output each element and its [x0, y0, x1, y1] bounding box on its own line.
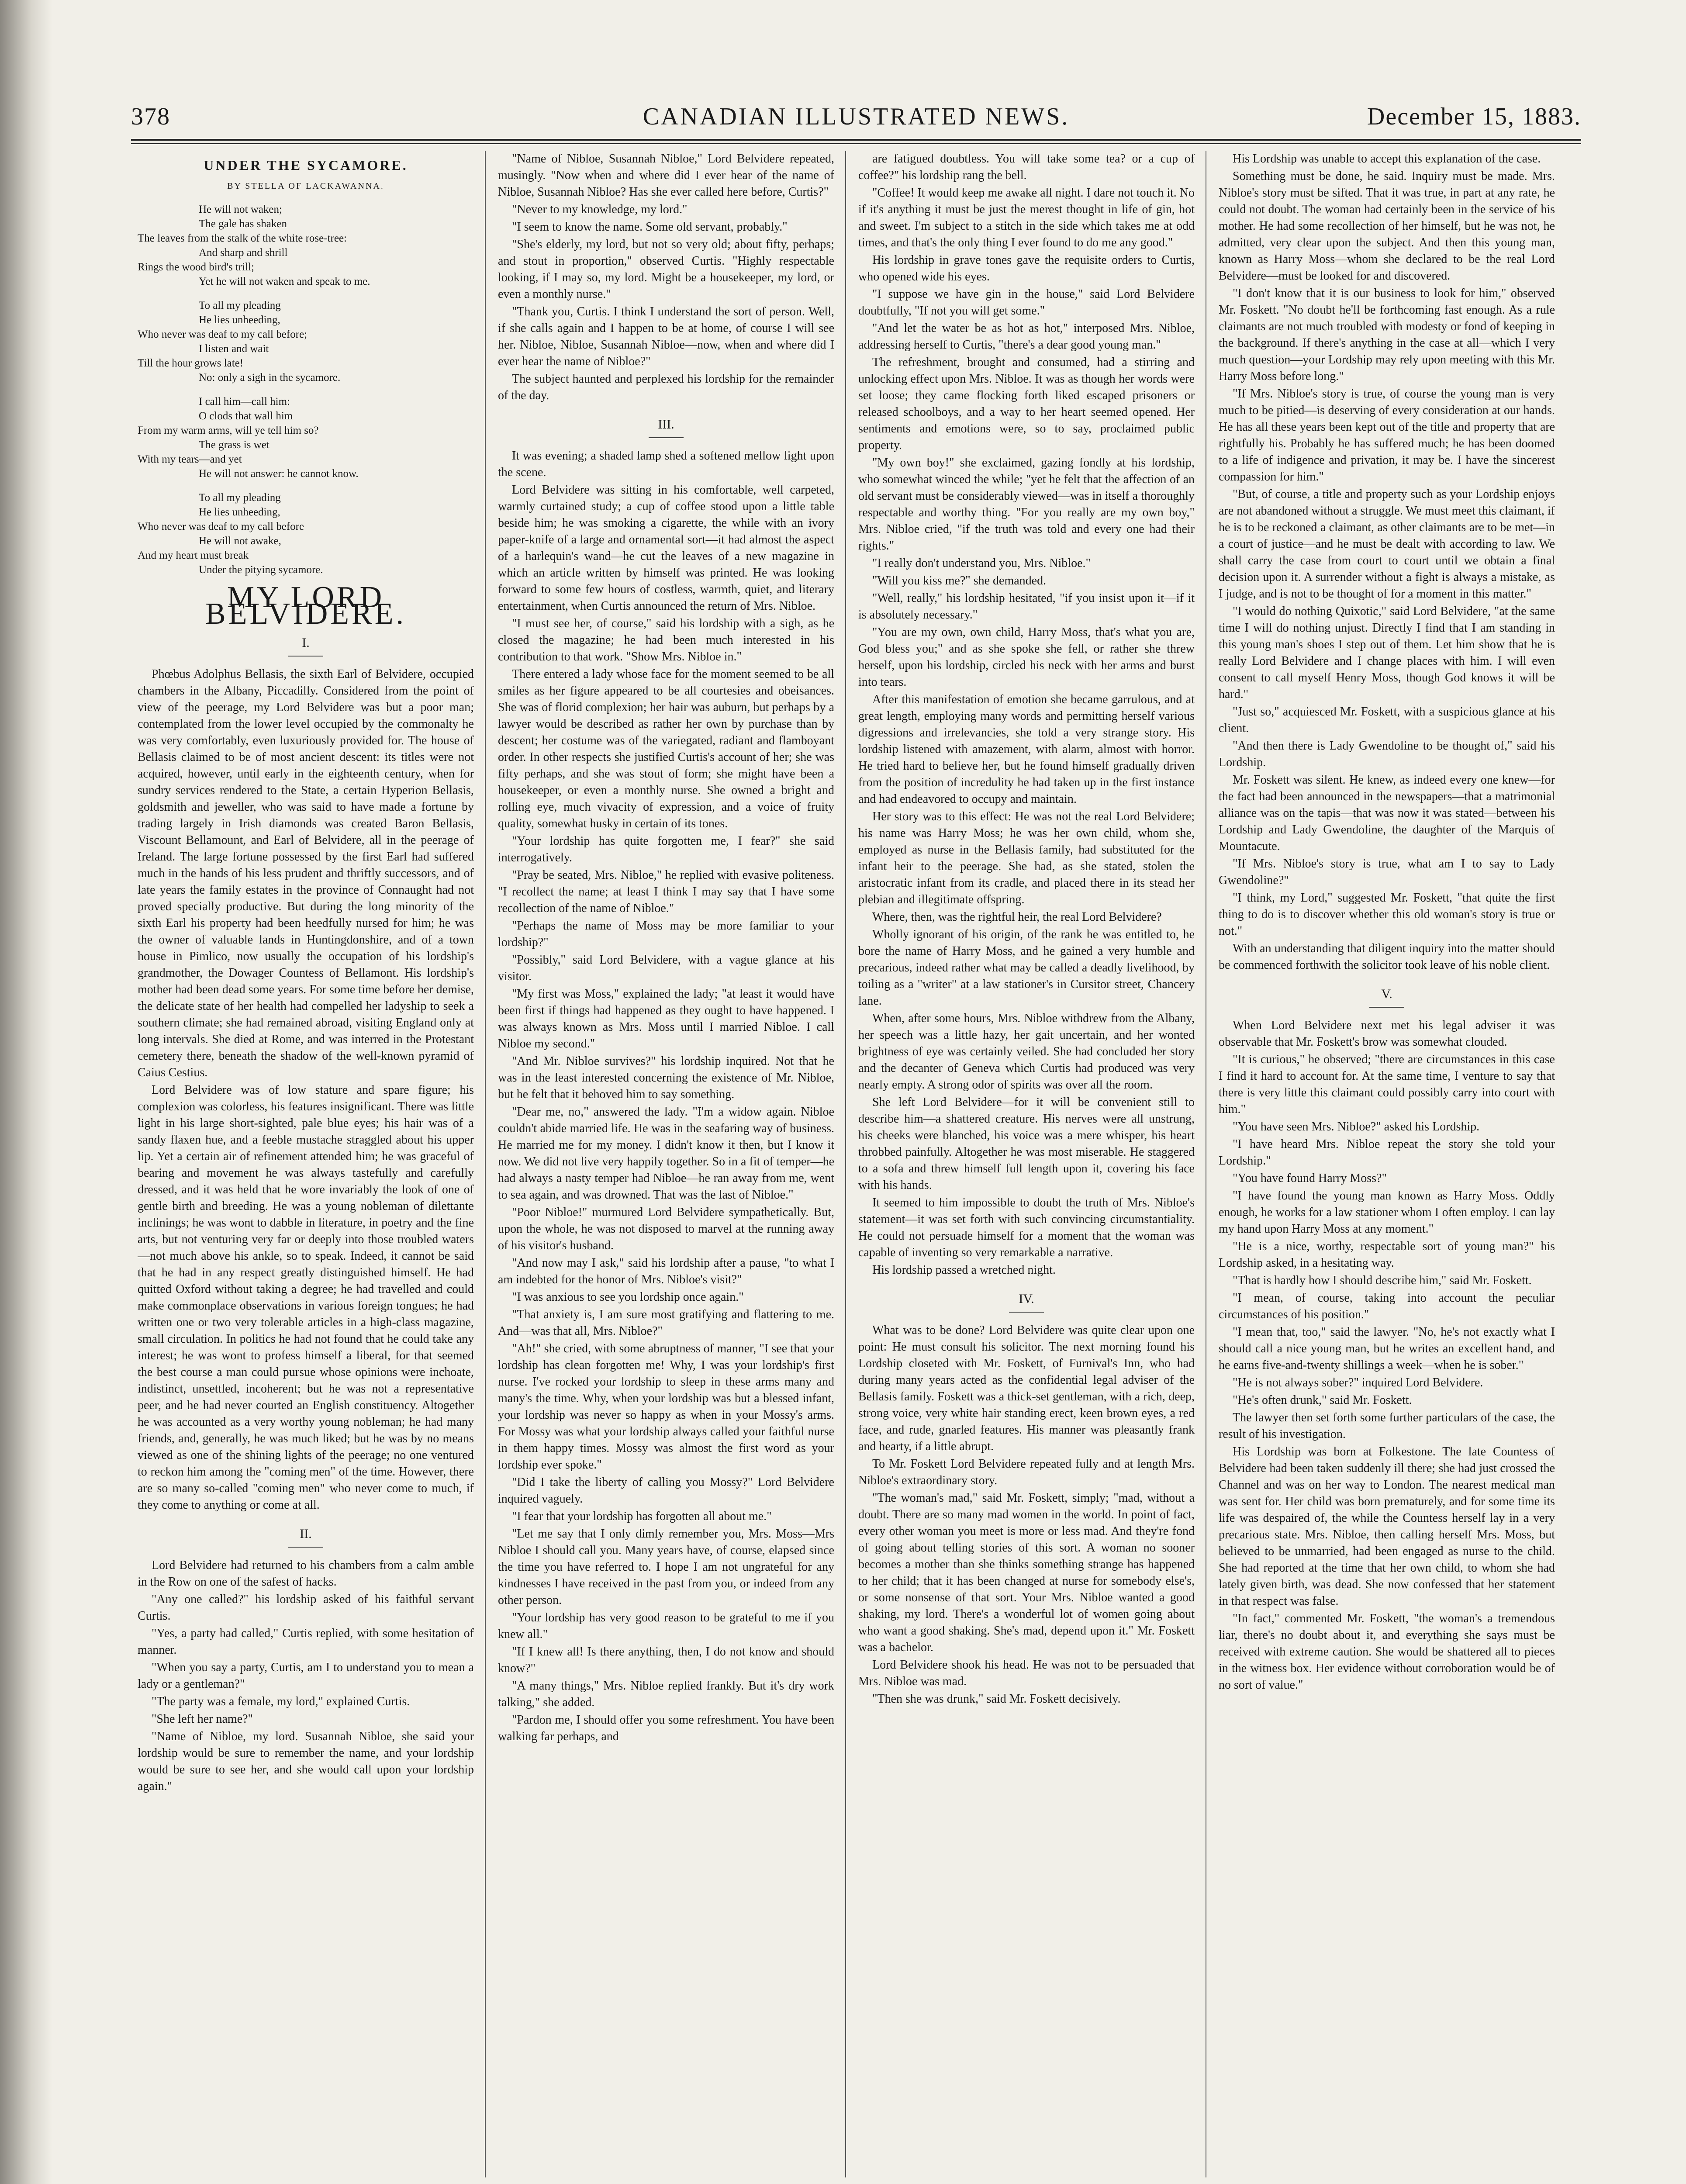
- paragraph: "I have found the young man known as Harry Moss. Oddly enough, he works for a law stationer whom I often employ. I can lay my hand upon Harry Moss at any moment.": [1219, 1189, 1555, 1236]
- paragraph: It seemed to him impossible to doubt the truth of Mrs. Nibloe's statement—it was set forth with such convincing circumstantiality. He could not persuade himself for a moment that the woman was capable of inventing so very remarkable a narrative.: [858, 1196, 1195, 1259]
- paragraph: "And let the water be as hot as hot," interposed Mrs. Nibloe, addressing herself to Curtis, "there's a dear good young man.": [858, 321, 1195, 352]
- paragraph: "I suppose we have gin in the house," said Lord Belvidere doubtfully, "If not you will get some.": [858, 287, 1195, 318]
- paragraph: "Coffee! It would keep me awake all night. I dare not touch it. No if it's anything it must be just the merest thought in life of gin, hot and sweet. I'm subject to a stitch in the side which takes me at odd times, and that's the only thing I ever found to do me any good.": [858, 186, 1195, 249]
- paragraph: "The party was a female, my lord," explained Curtis.: [152, 1695, 410, 1708]
- chapter-heading: III.: [498, 416, 834, 438]
- story-text: [498, 448, 834, 1745]
- paragraph: "Just so," acquiesced Mr. Foskett, with a suspicious glance at his client.: [1219, 705, 1555, 735]
- paragraph: "If I knew all! Is there anything, then, I do not know and should know?": [498, 1645, 834, 1675]
- paragraph: "And then there is Lady Gwendoline to be thought of," said his Lordship.: [1219, 739, 1555, 769]
- paragraph: "Perhaps the name of Moss may be more familiar to your lordship?": [498, 919, 834, 949]
- issue-date: December 15, 1883.: [1367, 103, 1581, 130]
- paragraph: "When you say a party, Curtis, am I to understand you to mean a lady or a gentleman?": [138, 1661, 474, 1691]
- paragraph: "And Mr. Nibloe survives?" his lordship inquired. Not that he was in the least interested concerning the existence of Mr. Nibloe, but he felt that it behoved him to say something.: [498, 1054, 834, 1101]
- paragraph: "Dear me, no," answered the lady. "I'm a widow again. Nibloe couldn't abide married life. He was in the seafaring way of business. He married me for my money. I didn't know it then, but I know it now. We did not live very happily together. So in a fit of temper—he had always a nasty temper had Nibloe—he ran away from me, went to sea again, and was drowned. That was the last of Nibloe.": [498, 1105, 834, 1202]
- paragraph: Where, then, was the rightful heir, the real Lord Belvidere?: [872, 910, 1162, 924]
- story-text: [138, 666, 474, 1514]
- column-rule: [845, 151, 846, 2177]
- paragraph: "Yes, a party had called," Curtis replied, with some hesitation of manner.: [138, 1627, 474, 1657]
- poem-stanza: He will not waken; The gale has shaken The leaves from the stalk of the white rose-tree: And sharp and shrill Rings the wood bird's trill; Yet he will not waken and speak to me.: [138, 204, 370, 287]
- paragraph: "The woman's mad," said Mr. Foskett, simply; "mad, without a doubt. There are so many mad women in the world. In point of fact, every other woman you meet is more or less mad. And they're fond of going about telling stories of this sort. A woman no sooner becomes a mother than she thinks something strange has happened to her child; that it has been changed at nurse for somebody else's, or some nonsense of that sort. Your Mrs. Nibloe wanted a good shaking, my lord. There's a wonderful lot of women going about who want a good shaking. She's mad, depend upon it." Mr. Foskett was a bachelor.: [858, 1491, 1195, 1654]
- paragraph: "Did I take the liberty of calling you Mossy?" Lord Belvidere inquired vaguely.: [498, 1476, 834, 1506]
- paragraph: "That is hardly how I should describe him," said Mr. Foskett.: [1233, 1274, 1532, 1287]
- column-3: [858, 151, 1195, 2177]
- poem-stanza: To all my pleading He lies unheeding, Who never was deaf to my call before; I listen and wait Till the hour grows late! No: only a sigh in the sycamore.: [138, 300, 341, 384]
- paragraph: "I was anxious to see you lordship once again.": [512, 1290, 744, 1304]
- paragraph: "Name of Nibloe, my lord. Susannah Nibloe, she said your lordship would be sure to remember the name, and your lordship would be sure to see her, and she would call upon your lordship again.": [138, 1730, 474, 1793]
- paragraph: are fatigued doubtless. You will take some tea? or a cup of coffee?" his lordship rang the bell.: [858, 152, 1195, 182]
- story-text: [138, 1557, 474, 1795]
- paragraph: "You are my own, own child, Harry Moss, that's what you are, God bless you;" and as she spoke she fell, or rather she threw herself, upon his lordship, circled his neck with her arms and burst into tears.: [858, 625, 1195, 689]
- paragraph: "Will you kiss me?" she demanded.: [872, 574, 1047, 587]
- column-4: [1219, 151, 1555, 2177]
- paragraph: "That anxiety is, I am sure most gratifying and flattering to me. And—was that all, Mrs. Nibloe?": [498, 1308, 834, 1338]
- paragraph: "I mean that, too," said the lawyer. "No, he's not exactly what I should call a nice young man, but he writes an excellent hand, and he earns five-and-twenty shillings a week—when he is sober.": [1219, 1325, 1555, 1372]
- poem-title: UNDER THE SYCAMORE.: [204, 157, 408, 173]
- paragraph: His lordship in grave tones gave the requisite orders to Curtis, who opened wide his eyes.: [858, 253, 1195, 283]
- paragraph: "Never to my knowledge, my lord.": [512, 203, 688, 216]
- column-1: [138, 151, 474, 2177]
- paragraph: "I really don't understand you, Mrs. Nibloe.": [872, 556, 1091, 570]
- paragraph: "She's elderly, my lord, but not so very old; about fifty, perhaps; and stout in proportion," observed Curtis. "Highly respectable looking, if I may so, my lord. Might be a housekeeper, my lord, or even a monthly nurse.": [498, 238, 834, 301]
- column-2: [498, 151, 834, 2177]
- chapter-heading: I.: [138, 635, 474, 657]
- story-text: [858, 151, 1195, 1279]
- paragraph: Mr. Foskett was silent. He knew, as indeed every one knew—for the fact had been announced in the newspapers—that a matrimonial alliance was on the tapis—that was now it was stated—between his Lordship and Lady Gwendoline, the daughter of the Marquis of Mountacute.: [1219, 773, 1555, 853]
- paragraph: "I must see her, of course," said his lordship with a sigh, as he closed the magazine; he had been much interested in his contribution to that work. "Show Mrs. Nibloe in.": [498, 617, 834, 663]
- story-title: MY LORD BELVIDERE.: [205, 581, 406, 631]
- paragraph: "You have found Harry Moss?": [1233, 1171, 1387, 1185]
- paragraph: The subject haunted and perplexed his lordship for the remainder of the day.: [498, 372, 834, 402]
- paragraph: Wholly ignorant of his origin, of the rank he was entitled to, he bore the name of Harry Moss, and he gained a very humble and precarious, indeed rather what may be called a deadly livelihood, by toiling as a "writer" at a law stationer's in Cursitor street, Chancery lane.: [858, 928, 1195, 1008]
- paragraph: Something must be done, he said. Inquiry must be made. Mrs. Nibloe's story must be sifted. That it was true, in part at any rate, he could not doubt. The woman had certainly been in the service of his mother. He had some recollection of her himself, but he was not, he admitted, very clear upon the subject. And then this young man, known as Harry Moss—whom she declared to be the real Lord Belvidere—must be looked for and discovered.: [1219, 169, 1555, 283]
- paragraph: After this manifestation of emotion she became garrulous, and at great length, employing many words and permitting herself various digressions and irrelevancies, she told a very strange story. His lordship listened with amazement, with alarm, almost with horror. He tried hard to believe her, but he found himself gradually driven from the position of incredulity he had taken up in the first instance and had endeavored to occupy and maintain.: [858, 693, 1195, 806]
- paragraph: "He's often drunk," said Mr. Foskett.: [1233, 1393, 1412, 1407]
- paragraph: "Ah!" she cried, with some abruptness of manner, "I see that your lordship has clean forgotten me! Why, I was your lordship's first nurse. I've rocked your lordship to sleep in these arms many and many's the time. Why, when your lordship was but a blessed infant, your lordship was never so happy as when in your Mossy's arms. For Mossy was what your lordship always called your faithful nurse in them happy times. Mossy was almost the first word as your lordship ever spoke.": [498, 1342, 834, 1472]
- paragraph: What was to be done? Lord Belvidere was quite clear upon one point: He must consult his solicitor. The next morning found his Lordship closeted with Mr. Foskett, of Furnival's Inn, who had during many years acted as the confidential legal adviser of the Bellasis family. Foskett was a thick-set gentleman, with a rich, deep, strong voice, very white hair standing erect, keen brown eyes, a red face, and rude, gnarled features. His manner was pleasantly frank and hearty, if a little abrupt.: [858, 1324, 1195, 1453]
- poem-body: [138, 202, 474, 577]
- paragraph: "Pray be seated, Mrs. Nibloe," he replied with evasive politeness. "I recollect the name; at least I think I may say that I have some recollection of the name of Nibloe.": [498, 868, 834, 915]
- paragraph: "My first was Moss," explained the lady; "at least it would have been first if things had happened as they ought to have happened. I was always known as Mrs. Moss until I married Nibloe. I call Nibloe my second.": [498, 987, 834, 1051]
- paragraph: She left Lord Belvidere—for it will be convenient still to describe him—a shattered creature. His nerves were all unstrung, his cheeks were blanched, his voice was a mere whisper, his heart throbbed painfully. Altogether he was most miserable. He staggered to a sofa and threw himself full length upon it, covering his face with his hands.: [858, 1095, 1195, 1192]
- paragraph: To Mr. Foskett Lord Belvidere repeated fully and at length Mrs. Nibloe's extraordinary story.: [858, 1457, 1195, 1487]
- paragraph: "Your lordship has very good reason to be grateful to me if you knew all.": [498, 1611, 834, 1641]
- paragraph: "Well, really," his lordship hesitated, "if you insist upon it—if it is absolutely necessary.": [858, 591, 1195, 622]
- paragraph: "Let me say that I only dimly remember you, Mrs. Moss—Mrs Nibloe I should call you. Many years have, of course, elapsed since the time you have referred to. I hope I am not ungrateful for any kindnesses I have received in the past from you, or indeed from any other person.: [498, 1527, 834, 1607]
- paragraph: Lord Belvidere shook his head. He was not to be persuaded that Mrs. Nibloe was mad.: [858, 1658, 1195, 1688]
- paragraph: "A many things," Mrs. Nibloe replied frankly. But it's dry work talking," she added.: [498, 1679, 834, 1709]
- paragraph: Lord Belvidere had returned to his chambers from a calm amble in the Row on one of the safest of hacks.: [138, 1559, 474, 1589]
- paragraph: "And now may I ask," said his lordship after a pause, "to what I am indebted for the honor of Mrs. Nibloe's visit?": [498, 1256, 834, 1286]
- paragraph: Lord Belvidere was of low stature and spare figure; his complexion was colorless, his features insignificant. There was little light in his large short-sighted, pale blue eyes; his hair was of a sandy flaxen hue, and a feeble mustache straggled about his upper lip. Yet a certain air of refinement attended him; he was graceful of bearing and movement he was always tastefully and carefully dressed, and it was held that he wore invariably the look of one of gentle birth and breeding. He was a young nobleman of dilettante inclinings; he was wont to dabble in literature, in poetry and the fine arts, but not venturing very far or deeply into those troubled waters—not much above his ankle, so to speak. Indeed, it cannot be said that he had in any respect greatly distinguished himself. He had quitted Oxford without taking a degree; he had travelled and could make commonplace observations in various foreign tongues; he had written one or two very tolerable articles in a high-class magazine, small circulation. In politics he had not found that he could take any interest; he was wont to profess himself a liberal, for that seemed the best course a man could pursue whose opinions were inchoate, indistinct, unsettled, incoherent; but he was not a representative peer, and he had never courted an English constituency. Altogether he was accounted as a very worthy young nobleman; he had many friends, and, generally, he was much liked; but he was by no means viewed as one of the shining lights of the peerage; no one ventured to reckon him among the "coming men" of the time. However, there are so many so-called "coming men" who never come to much, if they come to anything or come at all.: [138, 1083, 474, 1512]
- paragraph: His Lordship was unable to accept this explanation of the case.: [1233, 152, 1541, 166]
- page-edge-shadow: [0, 0, 52, 2184]
- paragraph: "I fear that your lordship has forgotten all about me.": [512, 1510, 772, 1523]
- paragraph: "He is not always sober?" inquired Lord Belvidere.: [1233, 1376, 1483, 1389]
- header-rule: [131, 139, 1581, 141]
- poem-stanza: To all my pleading He lies unheeding, Who never was deaf to my call before He will not awake, And my heart must break Under the pitying sycamore.: [138, 492, 323, 576]
- paragraph: There entered a lady whose face for the moment seemed to be all smiles as her figure appeared to be all courtesies and obeisances. She was of florid complexion; her hair was auburn, but perhaps by a lawyer would be described as rather her own by purchase than by descent; her costume was of the variegated, radiant and flamboyant order. In other respects she justified Curtis's account of her; she was fifty perhaps, and she was stout of form; she might have been a housekeeper, or even a monthly nurse. She owned a bright and rolling eye, much vivacity of expression, and a voice of fruity quality, somewhat husky in certain of its tones.: [498, 667, 834, 830]
- paragraph: Phœbus Adolphus Bellasis, the sixth Earl of Belvidere, occupied chambers in the Albany, Piccadilly. Considered from the point of view of the peerage, my Lord Belvidere was but a poor man; contemplated from the lower level occupied by the commonalty he was very comfortably, even luxuriously provided for. The house of Bellasis claimed to be of most ancient descent: its titles were not acquired, however, until early in the eighteenth century, when for sundry services rendered to the State, a certain Hyperion Bellasis, goldsmith and jeweller, who was said to have made a fortune by trading largely in Irish diamonds was created Baron Bellasis, Viscount Bellamount, and Earl of Belvidere, all in the peerage of Ireland. The large fortune possessed by the first Earl had suffered much in the hands of his less prudent and thriftly successors, and of late years the family estates in the province of Connaught had not proved specially productive. But during the long minority of the sixth Earl his property had been heedfully nursed for him; he was the owner of valuable lands in Huntingdonshire, and of a town house in Pimlico, now usually the occupation of his lordship's grandmother, the Dowager Countess of Bellamont. His lordship's mother had been dead some years. For some time before her demise, the delicate state of her health had compelled her ladyship to seek a southern climate; she had remained abroad, visiting England only at long intervals. She died at Rome, and was interred in the Protestant cemetery there, beneath the shadow of the well-known pyramid of Caius Cestius.: [138, 667, 474, 1079]
- paragraph: "Pardon me, I should offer you some refreshment. You have been walking far perhaps, and: [498, 1713, 834, 1743]
- paragraph: When, after some hours, Mrs. Nibloe withdrew from the Albany, her speech was a little hazy, her gait uncertain, and her wonted brightness of eye was certainly veiled. She had concluded her story and the decanter of Geneva which Curtis had produced was very nearly empty. A strong odor of spirits was over all the room.: [858, 1012, 1195, 1092]
- poem-byline: BY STELLA OF LACKAWANNA.: [227, 181, 384, 191]
- chapter-heading: V.: [1219, 986, 1555, 1008]
- paragraph: "I have heard Mrs. Nibloe repeat the story she told your Lordship.": [1219, 1137, 1555, 1168]
- paragraph: It was evening; a shaded lamp shed a softened mellow light upon the scene.: [498, 449, 834, 479]
- paragraph: "I don't know that it is our business to look for him," observed Mr. Foskett. "No doubt he'll be forthcoming fast enough. As a rule claimants are not much troubled with modesty or fond of keeping in the background. If there's anything in the case at all—which I very much question—your Lordship may rely upon meeting with this Mr. Harry Moss before long.": [1219, 287, 1555, 383]
- paragraph: "He is a nice, worthy, respectable sort of young man?" his Lordship asked, in a hesitating way.: [1219, 1240, 1555, 1270]
- story-text: [858, 1322, 1195, 1707]
- paragraph: With an understanding that diligent inquiry into the matter should be commenced forthwith the solicitor took leave of his noble client.: [1219, 942, 1555, 972]
- paragraph: "If Mrs. Nibloe's story is true, what am I to say to Lady Gwendoline?": [1219, 857, 1555, 887]
- column-rule: [485, 151, 486, 2177]
- poem-stanza: I call him—call him: O clods that wall him From my warm arms, will ye tell him so? The grass is wet With my tears—and yet He will not answer: he cannot know.: [138, 396, 359, 480]
- paragraph: "Then she was drunk," said Mr. Foskett decisively.: [872, 1692, 1121, 1706]
- paragraph: "In fact," commented Mr. Foskett, "the woman's a tremendous liar, there's no doubt about it, and everything she says must be received with extreme caution. She would be shattered all to pieces in the witness box. Her evidence without corroboration would be of no sort of value.": [1219, 1612, 1555, 1692]
- paragraph: The refreshment, brought and consumed, had a stirring and unlocking effect upon Mrs. Nibloe. It was as though her words were set loose; they came flocking forth liked escaped prisoners or released schoolboys, and a way to her heart seemed opened. Her sentiments and emotions were, so to say, proclaimed public property.: [858, 356, 1195, 452]
- story-text: [498, 151, 834, 404]
- paragraph: "Any one called?" his lordship asked of his faithful servant Curtis.: [138, 1593, 474, 1623]
- paragraph: His Lordship was born at Folkestone. The late Countess of Belvidere had been taken suddenly ill there; she had just crossed the Channel and was on her way to London. The nearest medical man was sent for. Her child was born prematurely, and for some time its life was despaired of, the while the Countess herself lay in a very precarious state. Mrs. Nibloe, then calling herself Mrs. Moss, but believed to be unmarried, had been engaged as nurse to the child. She had reported at the time that her own child, to whom she had lately given birth, was dead. She now confessed that her statement in that respect was false.: [1219, 1445, 1555, 1608]
- paragraph: "I mean, of course, taking into account the peculiar circumstances of his position.": [1219, 1291, 1555, 1321]
- story-text: [1219, 151, 1555, 974]
- paragraph: "Thank you, Curtis. I think I understand the sort of person. Well, if she calls again and I happen to be at home, of course I will see her. Nibloe, Nibloe, Susannah Nibloe—now, when and where did I ever hear the name of Nibloe?": [498, 305, 834, 368]
- paragraph: "My own boy!" she exclaimed, gazing fondly at his lordship, who somewhat winced the while; "yet he felt that the affection of an old servant must be considerably viewed—was in itself a thoroughly respectable and worthy thing. "For you really are my own boy," Mrs. Nibloe cried, "if the truth was told and every one had their rights.": [858, 456, 1195, 553]
- paragraph: "If Mrs. Nibloe's story is true, of course the young man is very much to be pitied—is deserving of every consideration at our hands. He has all these years been kept out of the title and property that are rightfully his. Probably he has suffered much; he has been doomed to a life of indigence and privation, it may be. I have the sincerest compassion for him.": [1219, 387, 1555, 484]
- paragraph: The lawyer then set forth some further particulars of the case, the result of his investigation.: [1219, 1411, 1555, 1441]
- chapter-heading: II.: [138, 1526, 474, 1548]
- paragraph: "Your lordship has quite forgotten me, I fear?" she said interrogatively.: [498, 834, 834, 864]
- paragraph: "Name of Nibloe, Susannah Nibloe," Lord Belvidere repeated, musingly. "Now when and where did I ever hear of the name of Nibloe, Susannah Nibloe? Has she ever called here before, Curtis?": [498, 152, 834, 199]
- paragraph: When Lord Belvidere next met his legal adviser it was observable that Mr. Foskett's brow was somewhat clouded.: [1219, 1019, 1555, 1049]
- paragraph: "I seem to know the name. Some old servant, probably.": [512, 220, 788, 234]
- story-text: [1219, 1017, 1555, 1693]
- page-header: [131, 103, 1581, 138]
- paragraph: "You have seen Mrs. Nibloe?" asked his Lordship.: [1233, 1120, 1480, 1133]
- paragraph: "It is curious," he observed; "there are circumstances in this case I find it hard to account for. At the same time, I venture to say that there is very little this claimant could possibly carry into court with him.": [1219, 1053, 1555, 1116]
- paragraph: "She left her name?": [152, 1712, 253, 1726]
- publication-title: CANADIAN ILLUSTRATED NEWS.: [643, 103, 1070, 130]
- paragraph: His lordship passed a wretched night.: [872, 1263, 1056, 1277]
- paragraph: "But, of course, a title and property such as your Lordship enjoys are not abandoned without a struggle. We must meet this claimant, if he is to be reckoned a claimant, as other claimants are to be met—in a court of justice—and he must be dealt with according to law. We shall carry the case from court to court until we obtain a final decision upon it. A surrender without a fight is always a mistake, as I judge, and is not to be thought of for a moment in this matter.": [1219, 487, 1555, 601]
- paragraph: Her story was to this effect: He was not the real Lord Belvidere; his name was Harry Moss; he was her own child, whom she, employed as nurse in the Bellasis family, had substituted for the infant heir to the peerage. She had, as she stated, stolen the aristocratic infant from its cradle, and placed there in its stead her plebian and illegitimate offspring.: [858, 810, 1195, 906]
- paragraph: "Poor Nibloe!" murmured Lord Belvidere sympathetically. But, upon the whole, he was not disposed to marvel at the running away of his visitor's husband.: [498, 1206, 834, 1252]
- paragraph: "I think, my Lord," suggested Mr. Foskett, "that quite the first thing to do is to discover whether this old woman's story is true or not.": [1219, 891, 1555, 938]
- paragraph: Lord Belvidere was sitting in his comfortable, well carpeted, warmly curtained study; a cup of coffee stood upon a little table beside him; he was smoking a cigarette, the while with an ivory paper-knife of a large and ornamental sort—it had almost the aspect of a harlequin's wand—he cut the leaves of a new magazine in which an article written by himself was printed. He was looking forward to some few hours of costless, warmth, quiet, and literary entertainment, when Curtis announced the return of Mrs. Nibloe.: [498, 483, 834, 613]
- paragraph: "Possibly," said Lord Belvidere, with a vague glance at his visitor.: [498, 953, 834, 983]
- chapter-heading: IV.: [858, 1291, 1195, 1313]
- header-rule-thin: [131, 143, 1581, 144]
- paragraph: "I would do nothing Quixotic," said Lord Belvidere, "at the same time I will do nothing unjust. Directly I find that I am standing in this young man's shoes I step out of them. Let him show that he is really Lord Belvidere and I change places with him. I will even consent to call myself Henry Moss, though God knows it will be hard.": [1219, 605, 1555, 701]
- page-number: 378: [131, 103, 170, 130]
